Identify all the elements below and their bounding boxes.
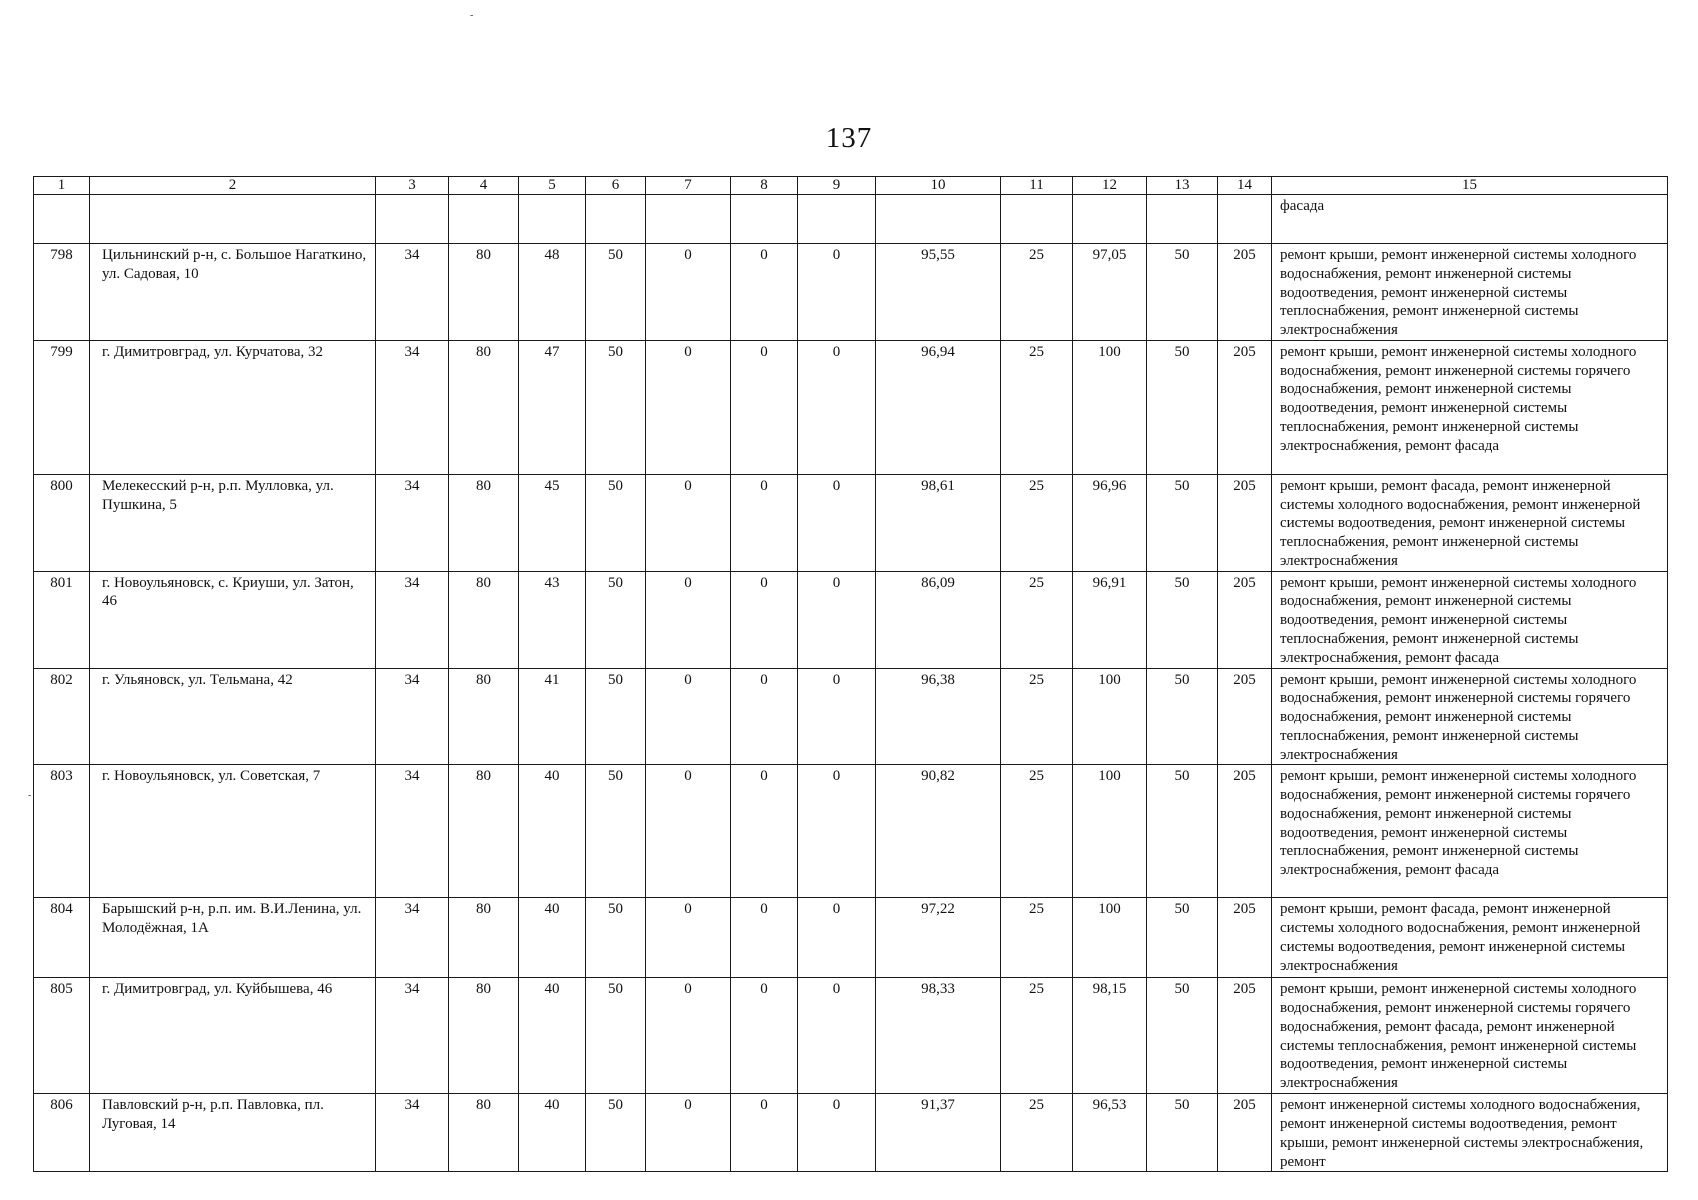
value-cell-c9: 0: [798, 571, 876, 668]
table-row: [34, 1094, 1668, 1172]
value-cell-c3: 34: [376, 668, 449, 765]
table-cell: [1073, 195, 1147, 244]
value-cell-c6: 50: [586, 898, 646, 978]
column-header: 2: [90, 177, 376, 195]
value-cell-c3: 34: [376, 340, 449, 474]
address-cell: г. Ульяновск, ул. Тельмана, 42: [90, 668, 376, 765]
value-cell-c3: 34: [376, 898, 449, 978]
column-header: 11: [1001, 177, 1073, 195]
row-number-cell: 798: [34, 244, 90, 341]
column-header: 6: [586, 177, 646, 195]
value-cell-c14: 205: [1218, 1094, 1272, 1172]
table-cell: [90, 195, 376, 244]
value-cell-c4: 80: [449, 898, 519, 978]
works-cell: ремонт крыши, ремонт инженерной системы холодного водоснабжения, ремонт инженерной системы горячего водоснабжения, ремонт инженерной системы водоотведения, ремонт инженерной системы теплоснабжения, ремонт инженерной системы электроснабжения, ремонт фасада: [1272, 765, 1668, 898]
table-cell: [876, 195, 1001, 244]
address-cell: Мелекесский р-н, р.п. Мулловка, ул. Пушкина, 5: [90, 474, 376, 571]
value-cell-c8: 0: [731, 474, 798, 571]
value-cell-c12: 100: [1073, 765, 1147, 898]
value-cell-c10: 97,22: [876, 898, 1001, 978]
value-cell-c5: 45: [519, 474, 586, 571]
value-cell-c13: 50: [1147, 668, 1218, 765]
value-cell-c14: 205: [1218, 898, 1272, 978]
value-cell-c8: 0: [731, 571, 798, 668]
value-cell-c14: 205: [1218, 571, 1272, 668]
value-cell-c10: 96,38: [876, 668, 1001, 765]
value-cell-c9: 0: [798, 340, 876, 474]
value-cell-c4: 80: [449, 474, 519, 571]
value-cell-c3: 34: [376, 765, 449, 898]
value-cell-c11: 25: [1001, 244, 1073, 341]
column-header: 3: [376, 177, 449, 195]
column-header: 7: [646, 177, 731, 195]
value-cell-c12: 96,91: [1073, 571, 1147, 668]
value-cell-c7: 0: [646, 244, 731, 341]
value-cell-c5: 43: [519, 571, 586, 668]
value-cell-c10: 86,09: [876, 571, 1001, 668]
column-header: 15: [1272, 177, 1668, 195]
value-cell-c13: 50: [1147, 474, 1218, 571]
value-cell-c9: 0: [798, 474, 876, 571]
works-cell: ремонт крыши, ремонт фасада, ремонт инженерной системы холодного водоснабжения, ремонт инженерной системы водоотведения, ремонт инженерной системы теплоснабжения, ремонт инженерной системы электроснабжения: [1272, 474, 1668, 571]
value-cell-c13: 50: [1147, 1094, 1218, 1172]
value-cell-c13: 50: [1147, 571, 1218, 668]
value-cell-c9: 0: [798, 668, 876, 765]
value-cell-c4: 80: [449, 571, 519, 668]
value-cell-c4: 80: [449, 340, 519, 474]
value-cell-c5: 47: [519, 340, 586, 474]
value-cell-c10: 98,61: [876, 474, 1001, 571]
value-cell-c9: 0: [798, 978, 876, 1094]
table-row: [34, 898, 1668, 978]
value-cell-c13: 50: [1147, 244, 1218, 341]
row-number-cell: 799: [34, 340, 90, 474]
table-cell: [798, 195, 876, 244]
value-cell-c10: 96,94: [876, 340, 1001, 474]
value-cell-c14: 205: [1218, 340, 1272, 474]
value-cell-c5: 40: [519, 1094, 586, 1172]
value-cell-c8: 0: [731, 244, 798, 341]
value-cell-c14: 205: [1218, 978, 1272, 1094]
value-cell-c8: 0: [731, 765, 798, 898]
value-cell-c9: 0: [798, 898, 876, 978]
value-cell-c14: 205: [1218, 765, 1272, 898]
value-cell-c6: 50: [586, 978, 646, 1094]
table-row: [34, 340, 1668, 474]
value-cell-c6: 50: [586, 340, 646, 474]
row-number-cell: 800: [34, 474, 90, 571]
value-cell-c10: 91,37: [876, 1094, 1001, 1172]
page-number: 137: [825, 122, 873, 154]
column-header-row: [34, 177, 1668, 195]
row-number-cell: 803: [34, 765, 90, 898]
address-cell: г. Димитровград, ул. Куйбышева, 46: [90, 978, 376, 1094]
works-cell: ремонт крыши, ремонт инженерной системы холодного водоснабжения, ремонт инженерной системы горячего водоснабжения, ремонт инженерной системы водоотведения, ремонт инженерной системы теплоснабжения, ремонт инженерной системы электроснабжения, ремонт фасада: [1272, 340, 1668, 474]
value-cell-c3: 34: [376, 978, 449, 1094]
column-header: 4: [449, 177, 519, 195]
column-header: 9: [798, 177, 876, 195]
column-header: 5: [519, 177, 586, 195]
value-cell-c5: 48: [519, 244, 586, 341]
column-header: 14: [1218, 177, 1272, 195]
value-cell-c4: 80: [449, 765, 519, 898]
value-cell-c7: 0: [646, 340, 731, 474]
works-cell: ремонт инженерной системы холодного водоснабжения, ремонт инженерной системы водоотведения, ремонт крыши, ремонт инженерной системы электроснабжения, ремонт: [1272, 1094, 1668, 1172]
value-cell-c13: 50: [1147, 978, 1218, 1094]
table-cell: [376, 195, 449, 244]
table-row: [34, 978, 1668, 1094]
continuation-row: [34, 195, 1668, 244]
value-cell-c11: 25: [1001, 898, 1073, 978]
address-cell: Цильнинский р-н, с. Большое Нагаткино, ул. Садовая, 10: [90, 244, 376, 341]
works-cell: ремонт крыши, ремонт инженерной системы холодного водоснабжения, ремонт инженерной системы горячего водоснабжения, ремонт фасада, ремонт инженерной системы теплоснабжения, ремонт инженерной системы водоотведения, ремонт инженерной системы электроснабжения: [1272, 978, 1668, 1094]
scan-speck: -: [470, 10, 474, 21]
value-cell-c6: 50: [586, 244, 646, 341]
value-cell-c3: 34: [376, 1094, 449, 1172]
row-number-cell: 805: [34, 978, 90, 1094]
value-cell-c4: 80: [449, 978, 519, 1094]
value-cell-c5: 41: [519, 668, 586, 765]
works-cell: ремонт крыши, ремонт инженерной системы холодного водоснабжения, ремонт инженерной системы водоотведения, ремонт инженерной системы теплоснабжения, ремонт инженерной системы электроснабжения: [1272, 244, 1668, 341]
value-cell-c10: 90,82: [876, 765, 1001, 898]
value-cell-c14: 205: [1218, 244, 1272, 341]
value-cell-c10: 98,33: [876, 978, 1001, 1094]
works-cell: ремонт крыши, ремонт инженерной системы холодного водоснабжения, ремонт инженерной системы горячего водоснабжения, ремонт инженерной системы теплоснабжения, ремонт инженерной системы электроснабжения: [1272, 668, 1668, 765]
table-row: [34, 765, 1668, 898]
table-row: [34, 474, 1668, 571]
value-cell-c6: 50: [586, 474, 646, 571]
value-cell-c11: 25: [1001, 765, 1073, 898]
value-cell-c13: 50: [1147, 898, 1218, 978]
table-cell: [1147, 195, 1218, 244]
table-cell: [519, 195, 586, 244]
value-cell-c9: 0: [798, 1094, 876, 1172]
table-cell: [586, 195, 646, 244]
value-cell-c5: 40: [519, 898, 586, 978]
value-cell-c8: 0: [731, 978, 798, 1094]
value-cell-c7: 0: [646, 571, 731, 668]
table-row: [34, 668, 1668, 765]
table-cell: [1218, 195, 1272, 244]
address-cell: г. Новоульяновск, ул. Советская, 7: [90, 765, 376, 898]
value-cell-c9: 0: [798, 765, 876, 898]
value-cell-c8: 0: [731, 340, 798, 474]
value-cell-c8: 0: [731, 668, 798, 765]
table-cell: [1001, 195, 1073, 244]
column-header: 12: [1073, 177, 1147, 195]
table-cell: [731, 195, 798, 244]
works-cell: ремонт крыши, ремонт фасада, ремонт инженерной системы холодного водоснабжения, ремонт инженерной системы водоотведения, ремонт инженерной системы электроснабжения: [1272, 898, 1668, 978]
value-cell-c12: 96,96: [1073, 474, 1147, 571]
value-cell-c11: 25: [1001, 571, 1073, 668]
column-header: 1: [34, 177, 90, 195]
value-cell-c11: 25: [1001, 668, 1073, 765]
value-cell-c14: 205: [1218, 668, 1272, 765]
address-cell: г. Новоульяновск, с. Криуши, ул. Затон, 46: [90, 571, 376, 668]
value-cell-c14: 205: [1218, 474, 1272, 571]
row-number-cell: 802: [34, 668, 90, 765]
value-cell-c11: 25: [1001, 978, 1073, 1094]
value-cell-c6: 50: [586, 1094, 646, 1172]
value-cell-c7: 0: [646, 1094, 731, 1172]
value-cell-c12: 98,15: [1073, 978, 1147, 1094]
value-cell-c5: 40: [519, 978, 586, 1094]
value-cell-c7: 0: [646, 765, 731, 898]
value-cell-c12: 96,53: [1073, 1094, 1147, 1172]
value-cell-c7: 0: [646, 474, 731, 571]
address-cell: Павловский р-н, р.п. Павловка, пл. Луговая, 14: [90, 1094, 376, 1172]
data-table: [33, 176, 1668, 1172]
value-cell-c6: 50: [586, 668, 646, 765]
value-cell-c12: 100: [1073, 668, 1147, 765]
value-cell-c4: 80: [449, 244, 519, 341]
value-cell-c7: 0: [646, 978, 731, 1094]
value-cell-c4: 80: [449, 668, 519, 765]
row-number-cell: 801: [34, 571, 90, 668]
value-cell-c3: 34: [376, 571, 449, 668]
works-cell: ремонт крыши, ремонт инженерной системы холодного водоснабжения, ремонт инженерной системы водоотведения, ремонт инженерной системы теплоснабжения, ремонт инженерной системы электроснабжения, ремонт фасада: [1272, 571, 1668, 668]
row-number-cell: 806: [34, 1094, 90, 1172]
scan-speck: -: [28, 790, 32, 801]
column-header: 10: [876, 177, 1001, 195]
value-cell-c12: 97,05: [1073, 244, 1147, 341]
value-cell-c3: 34: [376, 244, 449, 341]
value-cell-c9: 0: [798, 244, 876, 341]
value-cell-c4: 80: [449, 1094, 519, 1172]
value-cell-c12: 100: [1073, 340, 1147, 474]
value-cell-c8: 0: [731, 898, 798, 978]
row-number-cell: 804: [34, 898, 90, 978]
value-cell-c8: 0: [731, 1094, 798, 1172]
value-cell-c10: 95,55: [876, 244, 1001, 341]
table-cell: [646, 195, 731, 244]
table-row: [34, 244, 1668, 341]
table-body: [34, 177, 1668, 1172]
address-cell: г. Димитровград, ул. Курчатова, 32: [90, 340, 376, 474]
table-cell: [449, 195, 519, 244]
value-cell-c7: 0: [646, 898, 731, 978]
value-cell-c11: 25: [1001, 1094, 1073, 1172]
value-cell-c5: 40: [519, 765, 586, 898]
address-cell: Барышский р-н, р.п. им. В.И.Ленина, ул. Молодёжная, 1А: [90, 898, 376, 978]
column-header: 8: [731, 177, 798, 195]
value-cell-c13: 50: [1147, 340, 1218, 474]
value-cell-c11: 25: [1001, 474, 1073, 571]
table-row: [34, 571, 1668, 668]
works-cell: фасада: [1272, 195, 1668, 244]
value-cell-c6: 50: [586, 765, 646, 898]
value-cell-c13: 50: [1147, 765, 1218, 898]
table-cell: [34, 195, 90, 244]
value-cell-c11: 25: [1001, 340, 1073, 474]
value-cell-c7: 0: [646, 668, 731, 765]
column-header: 13: [1147, 177, 1218, 195]
value-cell-c6: 50: [586, 571, 646, 668]
value-cell-c12: 100: [1073, 898, 1147, 978]
value-cell-c3: 34: [376, 474, 449, 571]
